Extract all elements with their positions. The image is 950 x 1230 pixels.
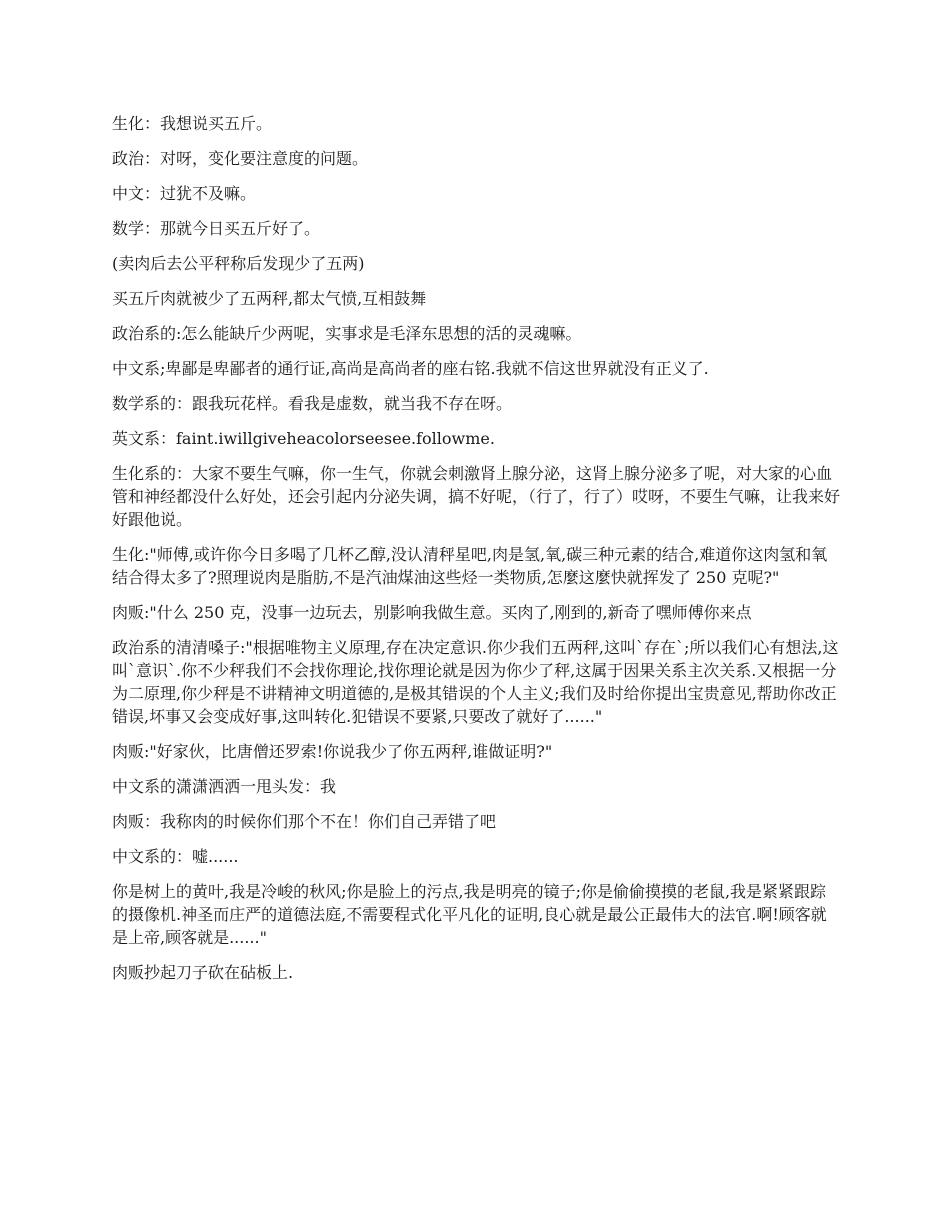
- paragraph: 肉贩抄起刀子砍在砧板上.: [112, 963, 294, 982]
- paragraph: 生化：我想说买五斤。: [112, 114, 273, 133]
- paragraph: 肉贩:"好家伙，比唐僧还罗索!你说我少了你五两秤,谁做证明?": [112, 742, 553, 761]
- paragraph: 中文：过犹不及嘛。: [112, 184, 257, 203]
- paragraph: 政治系的清清嗓子:"根据唯物主义原理,存在决定意识.你少我们五两秤,这叫`存在`;所以我们心有想法,这叫`意识`.你不少秤我们不会找你理论,找你理论就是因为你少了秤,这属于因果关系主次关系.又根据一分为二原理,你少秤是不讲精神文明道德的,是极其错误的个人主义;我们及时给你提出宝贵意见,帮助你改正错误,坏事又会变成好事,这叫转化.犯错误不要紧,只要改了就好了......": [112, 638, 839, 726]
- paragraph: 政治：对呀，变化要注意度的问题。: [112, 149, 369, 168]
- paragraph: 生化:"师傅,或许你今日多喝了几杯乙醇,没认清秤星吧,肉是氢,氧,碳三种元素的结合,难道你这肉氢和氧结合得太多了?照理说肉是脂肪,不是汽油煤油这些烃一类物质,怎麼这麼快就挥发了 250 克呢?": [112, 545, 828, 587]
- paragraph: 政治系的:怎么能缺斤少两呢，实事求是毛泽东思想的活的灵魂嘛。: [112, 324, 582, 343]
- paragraph: 数学系的：跟我玩花样。看我是虚数，就当我不存在呀。: [112, 394, 513, 413]
- paragraph: 肉贩：我称肉的时候你们那个不在！你们自己弄错了吧: [112, 812, 497, 831]
- paragraph: 数学：那就今日买五斤好了。: [112, 219, 321, 238]
- paragraph: 中文系的潇潇洒洒一甩头发：我: [112, 777, 337, 796]
- paragraph: 中文系;卑鄙是卑鄙者的通行证,高尚是高尚者的座右铭.我就不信这世界就没有正义了.: [112, 359, 709, 378]
- document-body: [112, 112, 840, 996]
- paragraph: (卖肉后去公平秤称后发现少了五两): [112, 254, 365, 273]
- paragraph: 英文系：faint.iwillgiveheacolorseesee.followme.: [112, 429, 495, 448]
- paragraph: 买五斤肉就被少了五两秤,都太气愤,互相鼓舞: [112, 289, 427, 308]
- paragraph: 中文系的：嘘......: [112, 847, 239, 866]
- paragraph: 生化系的：大家不要生气嘛，你一生气，你就会刺激肾上腺分泌，这肾上腺分泌多了呢，对大家的心血管和神经都没什么好处，还会引起内分泌失调，搞不好呢，（行了，行了）哎呀，不要生气嘛，让我来好好跟他说。: [112, 464, 841, 529]
- paragraph: 你是树上的黄叶,我是冷峻的秋风;你是脸上的污点,我是明亮的镜子;你是偷偷摸摸的老鼠,我是紧紧跟踪的摄像机.神圣而庄严的道德法庭,不需要程式化平凡化的证明,良心就是最公正最伟大的法官.啊!顾客就是上帝,顾客就是......": [112, 882, 827, 947]
- paragraph: 肉贩:"什么 250 克，没事一边玩去，别影响我做生意。买肉了,刚到的,新奇了嘿师傅你来点: [112, 603, 752, 622]
